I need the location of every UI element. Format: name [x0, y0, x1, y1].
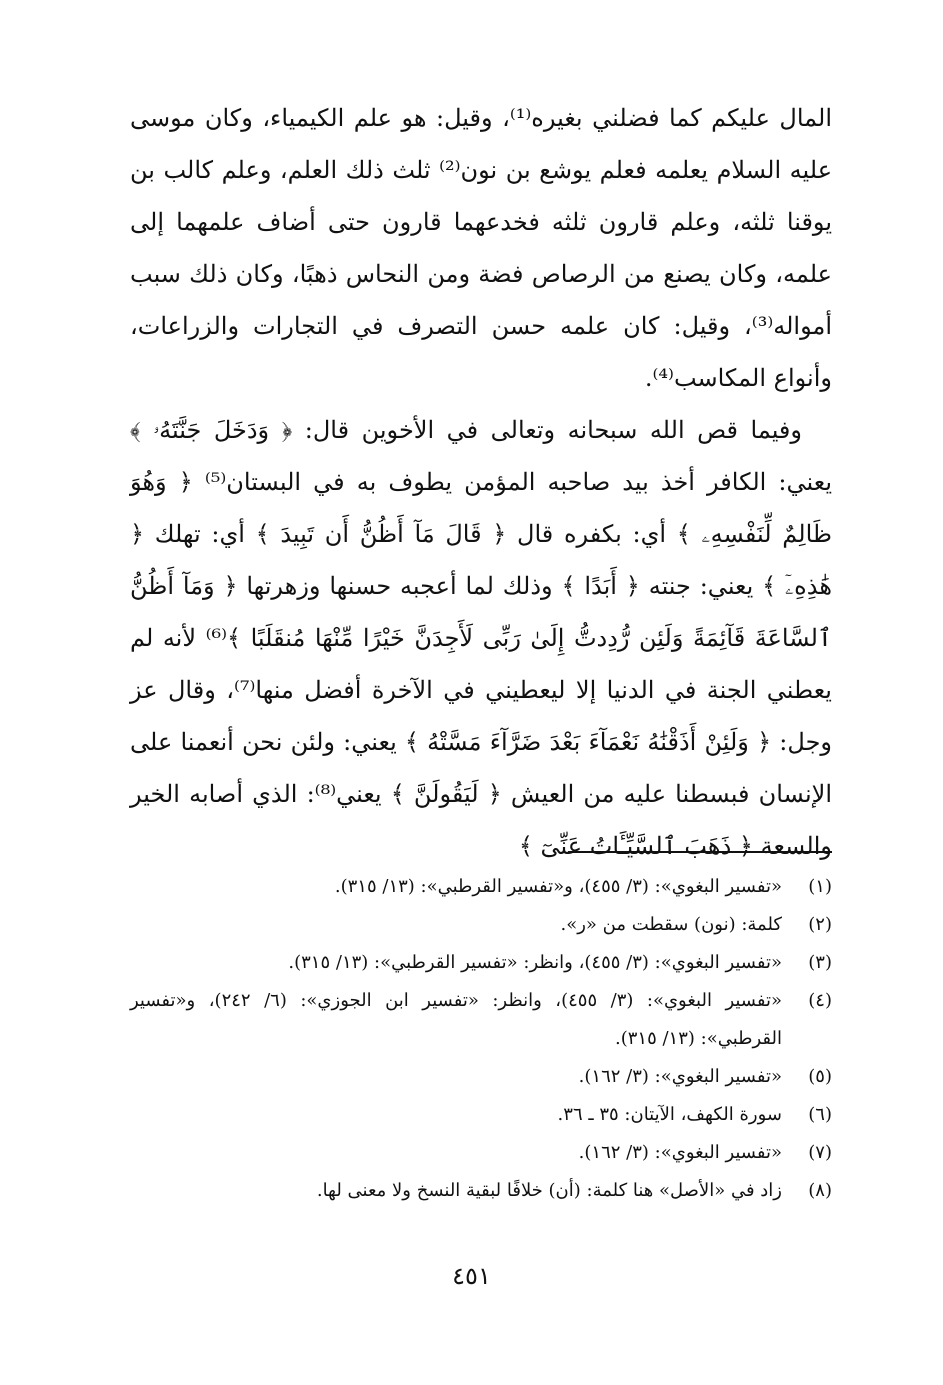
footnote-text: «تفسير البغوي»: (٣/ ١٦٢). — [578, 1142, 782, 1163]
footnote-number: (٦) — [808, 1104, 832, 1125]
footnote-number: (٨) — [808, 1180, 832, 1201]
main-text — [130, 92, 832, 872]
footnotes-list — [130, 868, 832, 1210]
footnote-item — [130, 906, 832, 944]
footnote-number: (٤) — [808, 990, 832, 1011]
footnote-text: «تفسير البغوي»: (٣/ ٤٥٥)، و«تفسير القرطبي»: (١٣/ ٣١٥). — [334, 876, 782, 897]
footnote-text: كلمة: (نون) سقطت من «ر». — [560, 914, 782, 935]
footnote-number: (٢) — [808, 914, 832, 935]
footnote-item — [130, 1058, 832, 1096]
footnote-number: (٣) — [808, 952, 832, 973]
paragraph: وفيما قص الله سبحانه وتعالى في الأخوين قال: ﴿ وَدَخَلَ جَنَّتَهُۥ ﴾ يعني: الكافر أخذ بيد صاحبه المؤمن يطوف به في البستان⁽⁵⁾ ﴿ وَهُوَ ظَالِمٌ لِّنَفْسِهِۦ ﴾ أي: بكفره قال ﴿ قَالَ مَآ أَظُنُّ أَن تَبِيدَ ﴾ أي: تهلك ﴿ هَٰذِهِۦٓ ﴾ يعني: جنته ﴿ أَبَدًا ﴾ وذلك لما أعجبه حسنها وزهرتها ﴿ وَمَآ أَظُنُّ ٱلسَّاعَةَ قَآئِمَةً وَلَئِن رُّدِدتُّ إِلَىٰ رَبِّى لَأَجِدَنَّ خَيْرًا مِّنْهَا مُنقَلَبًا ﴾⁽⁶⁾ لأنه لم يعطني الجنة في الدنيا إلا ليعطيني في الآخرة أفضل منها⁽⁷⁾، وقال عز وجل: ﴿ وَلَئِنْ أَذَقْنَٰهُ نَعْمَآءَ بَعْدَ ضَرَّآءَ مَسَّتْهُ ﴾ يعني: ولئن نحن أنعمنا على الإنسان فبسطنا عليه من العيش ﴿ لَيَقُولَنَّ ﴾ يعني⁽⁸⁾: الذي أصابه الخير والسعة ﴿ ذَهَبَ ٱلسَّيِّـَٔاتُ عَنِّىٓ ﴾ — [130, 416, 833, 860]
footnote-separator — [568, 851, 832, 853]
footnote-number: (٧) — [808, 1142, 832, 1163]
footnote-text: سورة الكهف، الآيتان: ٣٥ ـ ٣٦. — [557, 1104, 782, 1125]
footnote-item — [130, 1096, 832, 1134]
footnote-text: «تفسير البغوي»: (٣/ ١٦٢). — [578, 1066, 782, 1087]
footnote-item — [130, 982, 832, 1058]
footnote-item — [130, 944, 832, 982]
footnote-item — [130, 1134, 832, 1172]
paragraph: المال عليكم كما فضلني بغيره⁽¹⁾، وقيل: هو علم الكيمياء، وكان موسى عليه السلام يعلمه فعلم يوشع بن نون⁽²⁾ ثلث ذلك العلم، وعلم كالب بن يوقنا ثلثه، وعلم قارون ثلثه فخدعهما قارون حتى أضاف علمهما إلى علمه، وكان يصنع من الرصاص فضة ومن النحاس ذهبًا، وكان ذلك سبب أمواله⁽³⁾، وقيل: كان علمه حسن التصرف في التجارات والزراعات، وأنواع المكاسب⁽⁴⁾. — [130, 104, 833, 392]
footnote-item — [130, 1172, 832, 1210]
footnote-number: (١) — [808, 876, 832, 897]
page-number: ٤٥١ — [452, 1262, 491, 1290]
footnote-text: «تفسير البغوي»: (٣/ ٤٥٥)، وانظر: «تفسير القرطبي»: (١٣/ ٣١٥). — [288, 952, 782, 973]
footnote-text: زاد في «الأصل» هنا كلمة: (أن) خلافًا لبقية النسخ ولا معنى لها. — [316, 1180, 782, 1201]
footnote-item — [130, 868, 832, 906]
footnote-number: (٥) — [808, 1066, 832, 1087]
footnote-text: «تفسير البغوي»: (٣/ ٤٥٥)، وانظر: «تفسير ابن الجوزي»: (٦/ ٢٤٢)، و«تفسير القرطبي»: (١٣/ ٣١٥). — [130, 990, 782, 1049]
